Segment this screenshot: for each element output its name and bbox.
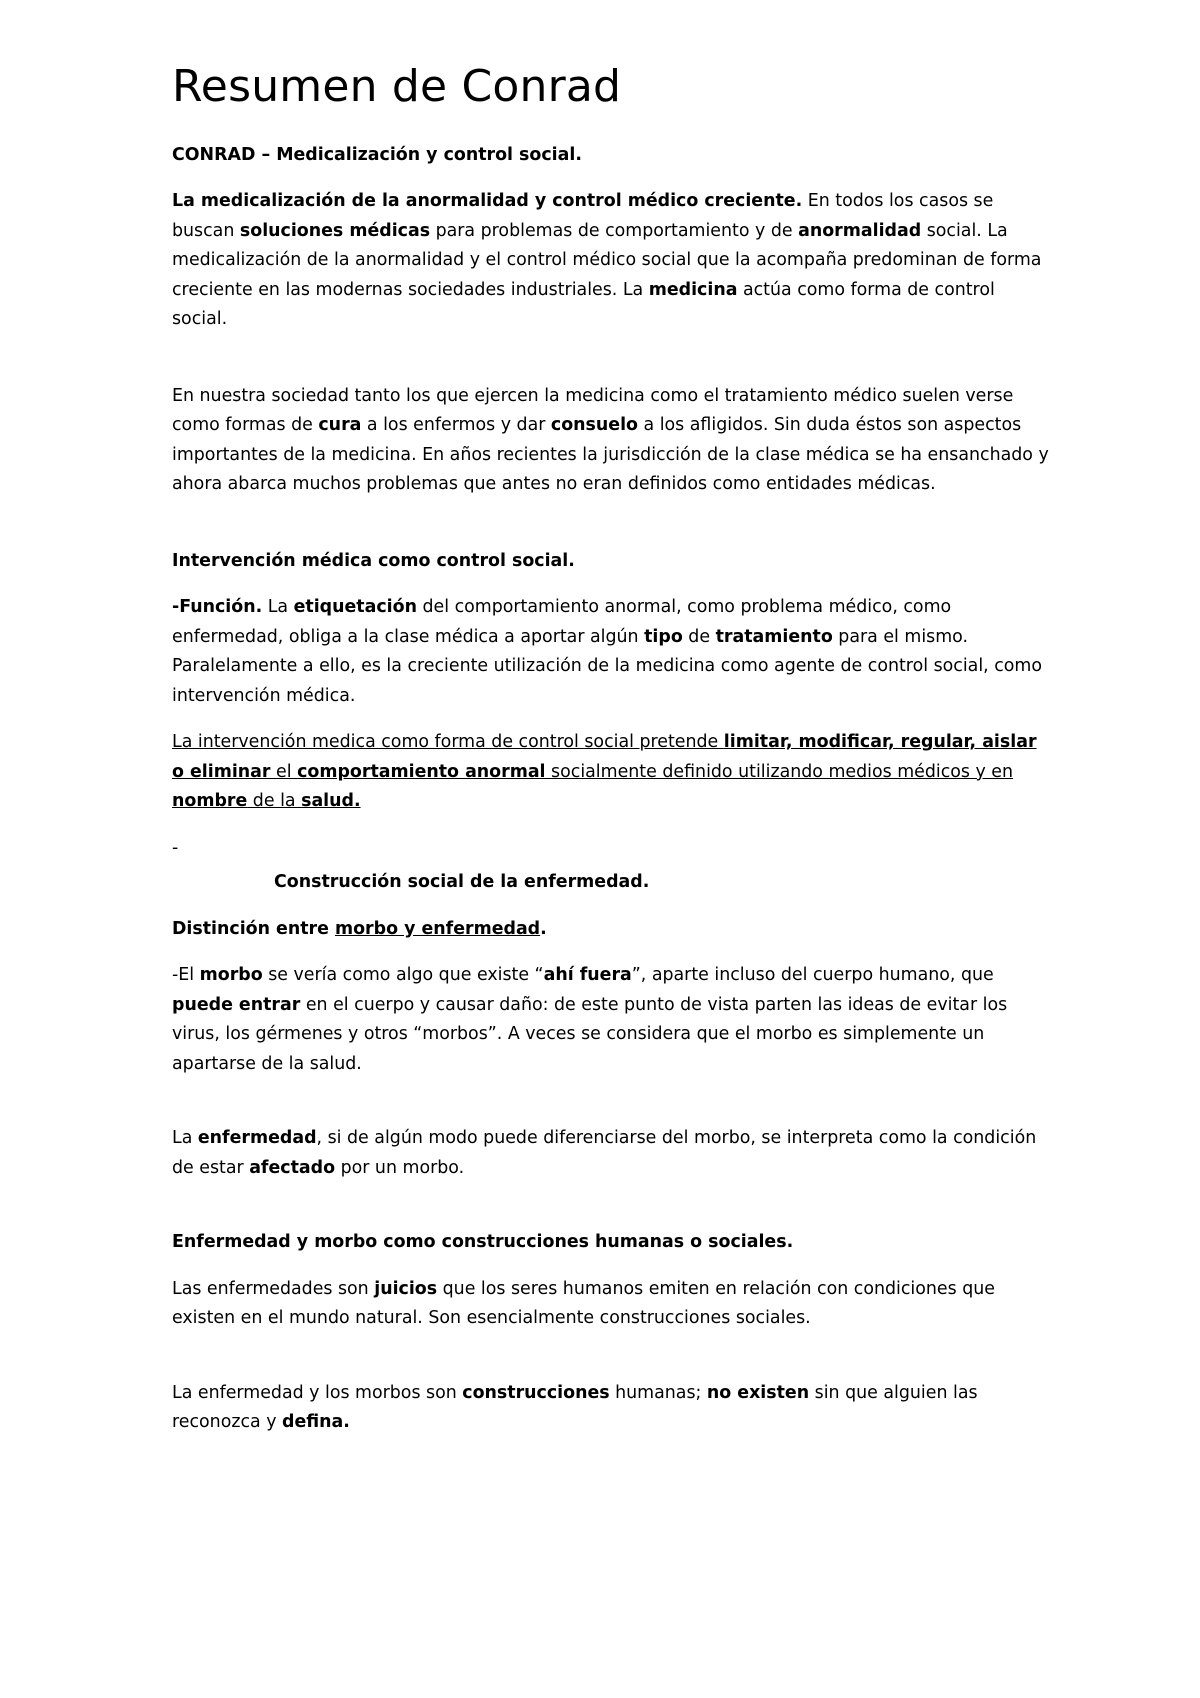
bold-text: defina. bbox=[282, 1412, 350, 1433]
text: social. La medicalización de la anormalidad y el control médico social que la acompaña predominan de forma creciente en las modernas sociedades industriales. La bbox=[172, 220, 1042, 300]
bold-text: tipo bbox=[644, 626, 683, 647]
text: a los afligidos. Sin duda éstos son aspectos importantes de la medicina. En años recientes la jurisdicción de la clase médica se ha ensanchado y ahora abarca muchos problemas que antes no eran definidos como entidades médicas. bbox=[172, 415, 1049, 495]
bold-text: construcciones bbox=[462, 1382, 610, 1403]
bold-text: no existen bbox=[706, 1382, 810, 1403]
bold-text: CONRAD – Medicalización y control social. bbox=[172, 144, 582, 165]
bold-text: etiquetación bbox=[293, 597, 417, 618]
text: La bbox=[172, 1128, 198, 1149]
text: se vería como algo que existe “ bbox=[262, 965, 544, 986]
bold-text: tratamiento bbox=[715, 626, 833, 647]
dash-line: - bbox=[172, 837, 179, 858]
text: En nuestra sociedad tanto los que ejercen la medicina como el tratamiento médico suelen verse como formas de bbox=[172, 385, 1014, 436]
text: de la bbox=[247, 791, 302, 812]
spacer bbox=[172, 1096, 1052, 1124]
paragraph-enfermedad bbox=[172, 1124, 1052, 1183]
bold-text: anormalidad bbox=[798, 220, 922, 241]
document-title: Resumen de Conrad bbox=[172, 61, 622, 112]
text: En todos los casos se buscan bbox=[172, 191, 994, 241]
underlined-text: morbo y enfermedad bbox=[334, 918, 541, 939]
text: el bbox=[270, 761, 298, 782]
bold-text: nombre bbox=[172, 791, 248, 812]
bold-text: Intervención médica como control social. bbox=[172, 550, 575, 571]
text: del comportamiento anormal, como problema médico, como enfermedad, obliga a la clase médica a aportar algún bbox=[172, 597, 952, 647]
text: por un morbo. bbox=[335, 1157, 465, 1178]
bold-text: comportamiento anormal bbox=[297, 761, 546, 782]
spacer bbox=[172, 517, 1052, 547]
text: de bbox=[682, 626, 716, 647]
paragraph-construcciones bbox=[172, 1379, 1052, 1438]
bold-text: La medicalización de la anormalidad y control médico creciente. bbox=[172, 191, 803, 212]
text: a los enfermos y dar bbox=[361, 415, 551, 436]
heading-construcciones-humanas bbox=[172, 1228, 1052, 1258]
text: actúa como forma de control social. bbox=[172, 279, 995, 330]
paragraph-intervencion-underlined bbox=[172, 728, 1052, 817]
bold-text: consuelo bbox=[550, 415, 638, 436]
spacer bbox=[172, 352, 1052, 382]
heading-intervencion bbox=[172, 547, 1052, 577]
spacer bbox=[172, 1351, 1052, 1379]
document-page bbox=[172, 62, 1052, 1455]
paragraph-morbo bbox=[172, 961, 1052, 1079]
paragraph-medicalizacion bbox=[172, 187, 1052, 335]
paragraph-sociedad bbox=[172, 382, 1052, 500]
paragraph-subtitle bbox=[172, 141, 1052, 171]
bold-text: limitar, modificar, regular, aislar o eliminar bbox=[172, 732, 1037, 782]
spacer bbox=[172, 1200, 1052, 1228]
bold-text: morbo bbox=[199, 965, 263, 986]
bold-text bbox=[172, 919, 547, 939]
text: Las enfermedades son bbox=[172, 1278, 375, 1299]
text: , si de algún modo puede diferenciarse del morbo, se interpreta como la condición de estar bbox=[172, 1128, 1037, 1178]
text: socialmente definido utilizando medios médicos y en bbox=[545, 761, 1014, 782]
text: -El bbox=[172, 965, 200, 986]
bold-text: Enfermedad y morbo como construcciones humanas o sociales. bbox=[172, 1232, 794, 1253]
heading-distincion bbox=[172, 915, 1052, 945]
bold-text: afectado bbox=[249, 1157, 336, 1178]
bold-text: juicios bbox=[374, 1278, 438, 1299]
text: ”, aparte incluso del cuerpo humano, que bbox=[631, 965, 994, 986]
text: que los seres humanos emiten en relación con condiciones que existen en el mundo natural. Son esencialmente construcciones sociales. bbox=[172, 1278, 995, 1329]
text: para problemas de comportamiento y de bbox=[430, 220, 799, 241]
bold-text: Construcción social de la enfermedad. bbox=[274, 872, 650, 893]
bold-text: salud. bbox=[301, 791, 361, 812]
text: en el cuerpo y causar daño: de este punto de vista parten las ideas de evitar los virus, los gérmenes y otros “morbos”. A veces se considera que el morbo es simplemente un apartarse de la salud. bbox=[172, 994, 1008, 1074]
text: para el mismo. Paralelamente a ello, es la creciente utilización de la medicina como agente de control social, como intervención médica. bbox=[172, 626, 1042, 706]
text: sin que alguien las reconozca y bbox=[172, 1382, 978, 1433]
text: La intervención medica como forma de control social pretende bbox=[172, 732, 724, 753]
text: humanas; bbox=[609, 1382, 707, 1403]
paragraph-juicios bbox=[172, 1275, 1052, 1334]
text: . bbox=[540, 918, 547, 939]
bold-text: medicina bbox=[648, 279, 738, 300]
bold-text: enfermedad bbox=[197, 1128, 317, 1149]
bold-text: cura bbox=[318, 415, 362, 436]
paragraph-funcion bbox=[172, 593, 1052, 711]
text: Distinción entre bbox=[172, 918, 335, 939]
text: La enfermedad y los morbos son bbox=[172, 1382, 463, 1403]
bold-text: puede entrar bbox=[172, 994, 301, 1015]
bold-text: soluciones médicas bbox=[239, 220, 431, 241]
text: La bbox=[262, 597, 294, 618]
bold-text: -Función. bbox=[172, 597, 263, 618]
heading-construccion bbox=[172, 868, 1052, 898]
bold-text: ahí fuera bbox=[543, 965, 632, 986]
